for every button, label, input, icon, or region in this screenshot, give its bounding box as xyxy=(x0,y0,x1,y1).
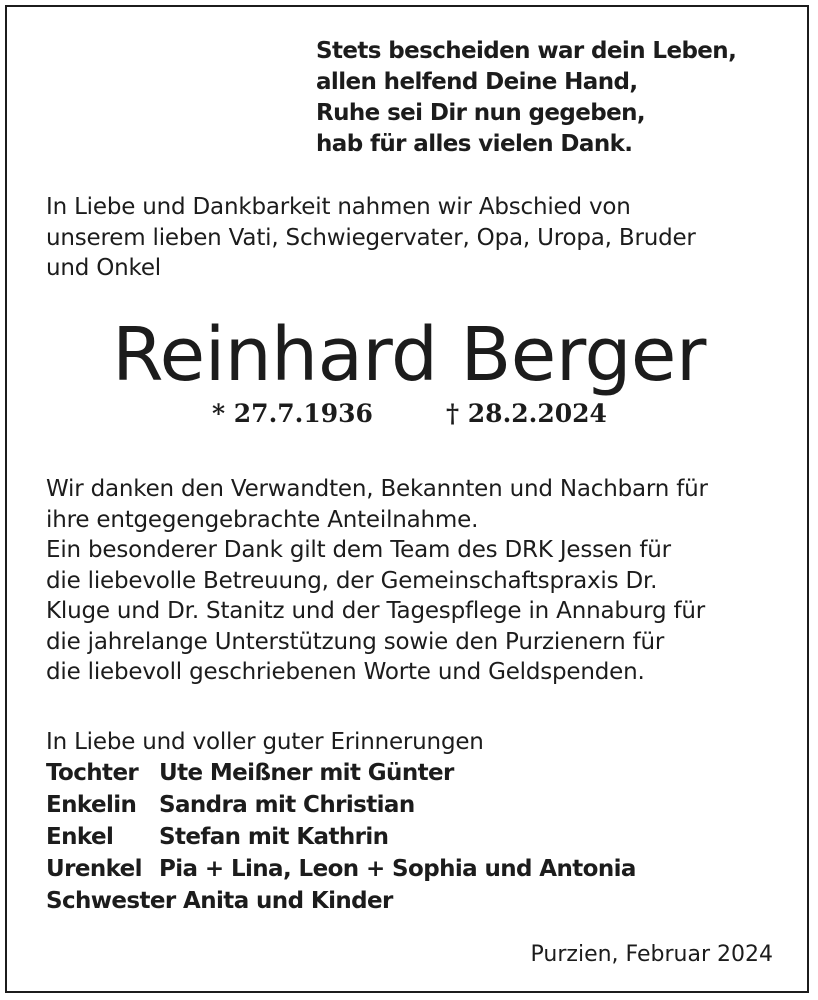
thanks-paragraph xyxy=(46,474,708,688)
intro-line: und Onkel xyxy=(46,255,161,281)
place-and-date: Purzien, Februar 2024 xyxy=(530,942,773,967)
intro-paragraph xyxy=(46,192,696,284)
family-names: Sandra mit Christian xyxy=(159,792,415,818)
poem-line: Stets bescheiden war dein Leben, xyxy=(316,38,737,64)
memorial-poem xyxy=(316,36,736,160)
intro-line: unserem lieben Vati, Schwiegervater, Opa, Uropa, Bruder xyxy=(46,224,696,251)
family-relation: Enkel xyxy=(46,824,114,850)
family-row xyxy=(46,757,636,789)
poem-line: Ruhe sei Dir nun gegeben, xyxy=(316,100,646,126)
family-row xyxy=(46,821,636,853)
family-row xyxy=(46,853,636,885)
thanks-line: die jahrelange Unterstützung sowie den Purzienern für xyxy=(46,628,665,655)
family-relation: Tochter xyxy=(46,760,139,786)
thanks-line: die liebevoll geschriebenen Worte und Geldspenden. xyxy=(46,659,645,685)
family-names: Ute Meißner mit Günter xyxy=(159,760,454,786)
thanks-line: Wir danken den Verwandten, Bekannten und Nachbarn für xyxy=(46,476,708,502)
birth-date: * 27.7.1936 xyxy=(212,399,373,428)
thanks-line: Kluge und Dr. Stanitz und der Tagespflege in Annaburg für xyxy=(46,598,706,624)
family-relation: Urenkel xyxy=(46,856,142,882)
family-list xyxy=(46,757,636,917)
family-row-sister: Schwester Anita und Kinder xyxy=(46,888,393,914)
poem-line: allen helfend Deine Hand, xyxy=(316,69,638,95)
intro-line: In Liebe und Dankbarkeit nahmen wir Abschied von xyxy=(46,194,631,220)
deceased-name: Reinhard Berger xyxy=(112,312,706,398)
poem-line: hab für alles vielen Dank. xyxy=(316,131,633,157)
death-date: † 28.2.2024 xyxy=(446,399,607,428)
family-names: Pia + Lina, Leon + Sophia und Antonia xyxy=(159,856,636,882)
thanks-line: die liebevolle Betreuung, der Gemeinschaftspraxis Dr. xyxy=(46,567,658,594)
thanks-line: ihre entgegengebrachte Anteilnahme. xyxy=(46,506,479,533)
family-row xyxy=(46,789,636,821)
family-names: Stefan mit Kathrin xyxy=(159,824,389,850)
thanks-line: Ein besonderer Dank gilt dem Team des DRK Jessen für xyxy=(46,537,671,563)
family-relation: Enkelin xyxy=(46,792,137,818)
closing-line: In Liebe und voller guter Erinnerungen xyxy=(46,729,484,755)
